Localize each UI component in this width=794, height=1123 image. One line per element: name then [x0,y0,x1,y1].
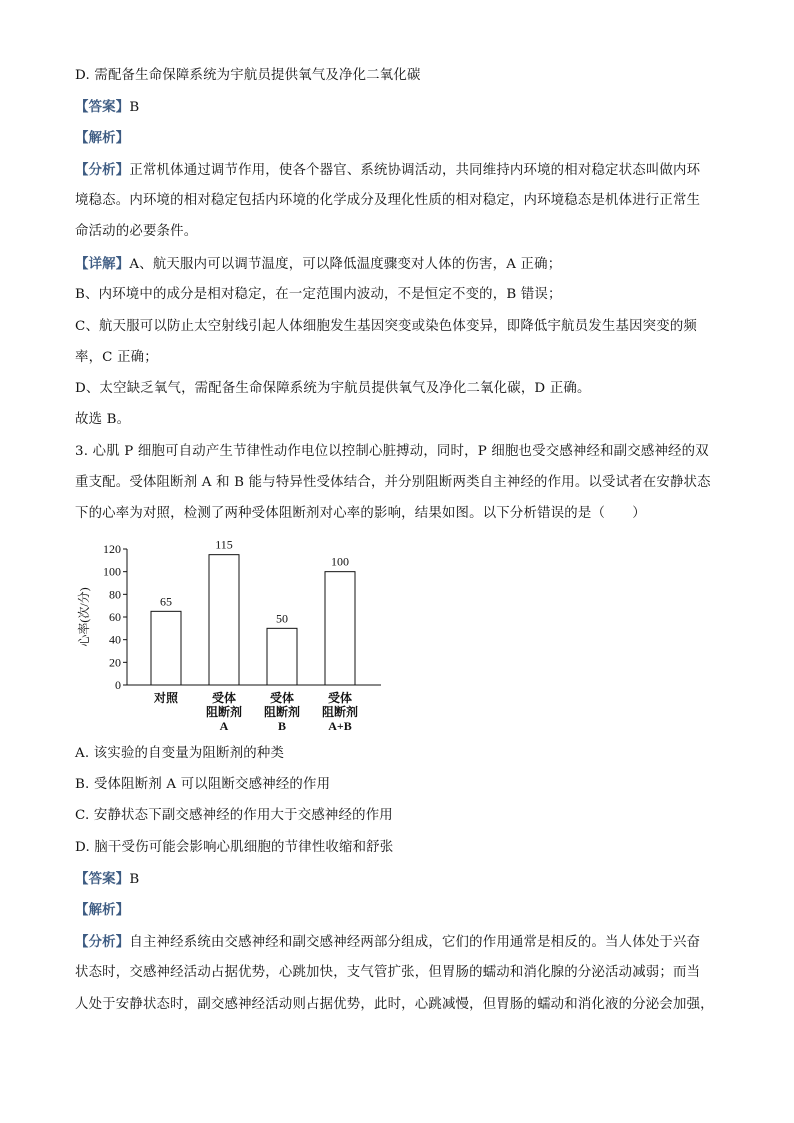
bar [151,611,181,685]
q3-stem-line1: 3. 心肌 P 细胞可自动产生节律性动作电位以控制心脏搏动，同时，P 细胞也受交感神经和副交感神经的双 [75,444,709,459]
y-tick-label: 120 [103,542,121,556]
x-tick-label: 阻断剂 [205,705,243,719]
x-tick-label: B [277,719,287,733]
q3-option-a: A. 该实验的自变量为阻断剂的种类 [75,746,285,761]
fenxi-text: 正常机体通过调节作用，使各个器官、系统协调活动，共同维持内环境的相对稳定状态叫做内环 [129,163,701,178]
x-tick-label: 受体 [211,691,237,705]
q3-option-c: C. 安静状态下副交感神经的作用大于交感神经的作用 [75,808,393,823]
q3-answer-line [75,869,725,890]
prev-option-d: D. 需配备生命保障系统为宇航员提供氧气及净化二氧化碳 [75,68,421,83]
x-tick-label: 阻断剂 [263,705,301,719]
prev-fenxi-line2: 境稳态。内环境的相对稳定包括内环境的化学成分及理化性质的相对稳定，内环境稳态是机体进行正常生 [75,193,701,208]
y-axis-label: 心率(次/分) [77,587,91,647]
prev-answer-line [75,97,725,118]
prev-xiangjie-d: D、太空缺乏氧气，需配备生命保障系统为宇航员提供氧气及净化二氧化碳，D 正确。 [75,381,591,396]
q3-stem-line3: 下的心率为对照，检测了两种受体阻断剂对心率的影响，结果如图。以下分析错误的是（ ） [75,506,646,521]
heart-rate-bar-chart [75,535,405,740]
xiangjie-tag: 【详解】 [75,256,130,272]
prev-xiangjie-b: B、内环境中的成分是相对稳定，在一定范围内波动，不是恒定不变的，B 错误； [75,287,562,302]
y-tick-label: 0 [115,678,121,692]
q3-analysis-tag: 【解析】 [75,902,130,918]
q3-analysis-tag-line [75,900,725,921]
xiangjie-a-text: A、航天服内可以调节温度，可以降低温度骤变对人体的伤害，A 正确； [129,257,562,272]
fenxi-tag: 【分析】 [75,162,130,178]
x-tick-label: 对照 [153,691,179,705]
y-tick-label: 20 [109,655,121,670]
bar [209,555,239,685]
x-tick-label: A+B [328,719,352,733]
prev-conclusion: 故选 B。 [75,412,131,427]
q3-option-b: B. 受体阻断剂 A 可以阻断交感神经的作用 [75,777,331,792]
bar-data-label: 115 [215,537,233,552]
bar-data-label: 100 [331,554,349,569]
q3-fenxi-text: 自主神经系统由交感神经和副交感神经两部分组成，它们的作用通常是相反的。当人体处于兴奋 [129,935,701,950]
prev-xiangjie-c2: 率，C 正确； [75,350,158,365]
prev-xiangjie-c1: C、航天服可以防止太空射线引起人体细胞发生基因突变或染色体变异，即降低宇航员发生基因突变的频 [75,319,698,334]
x-tick-label: 受体 [269,691,295,705]
analysis-tag: 【解析】 [75,130,130,146]
prev-xiangjie-a [75,254,725,275]
y-tick-label: 80 [109,587,121,602]
prev-fenxi-line3: 命活动的必要条件。 [75,224,198,239]
q3-fenxi-line2: 状态时，交感神经活动占据优势，心跳加快，支气管扩张，但胃肠的蠕动和消化腺的分泌活动减弱；而当 [75,965,701,980]
bar-data-label: 50 [276,611,288,626]
y-tick-label: 40 [109,632,121,647]
q3-fenxi-line1 [75,932,725,953]
q3-option-d: D. 脑干受伤可能会影响心肌细胞的节律性收缩和舒张 [75,840,394,855]
prev-analysis-tag-line [75,128,725,149]
bar-data-label: 65 [160,594,172,609]
q3-fenxi-tag: 【分析】 [75,934,130,950]
y-tick-label: 100 [103,564,121,579]
x-tick-label: 阻断剂 [321,705,359,719]
x-tick-label: A [219,719,229,733]
answer-value: B [129,100,140,115]
y-tick-label: 60 [109,610,121,624]
q3-answer-value: B [129,872,140,887]
answer-tag: 【答案】 [75,99,130,115]
x-tick-label: 受体 [327,691,353,705]
q3-answer-tag: 【答案】 [75,871,130,887]
bar [325,572,355,685]
q3-fenxi-line3: 人处于安静状态时，副交感神经活动则占据优势，此时，心跳减慢，但胃肠的蠕动和消化液的分泌会加强， [75,997,714,1012]
prev-fenxi-line1 [75,160,725,181]
q3-stem-line2: 重支配。受体阻断剂 A 和 B 能与特异性受体结合，并分别阻断两类自主神经的作用。以受试者在安静状态 [75,475,711,490]
bar [267,628,297,685]
